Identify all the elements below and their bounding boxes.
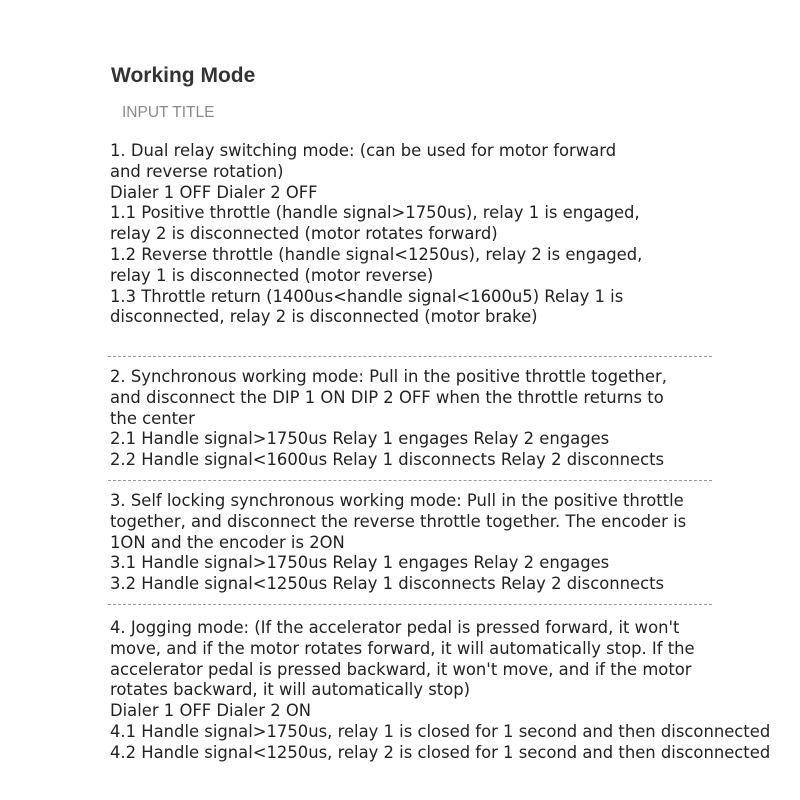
section-synchronous-working-mode bbox=[110, 367, 730, 471]
section-line: rotates backward, it will automatically stop) bbox=[110, 680, 471, 700]
section-line: 1. Dual relay switching mode: (can be used for motor forward bbox=[110, 141, 617, 160]
section-line: 4.1 Handle signal>1750us, relay 1 is closed for 1 second and then disconnected bbox=[110, 721, 771, 741]
section-line: Dialer 1 OFF Dialer 2 OFF bbox=[110, 182, 318, 202]
section-line: disconnected, relay 2 is disconnected (motor brake) bbox=[110, 307, 538, 327]
section-line: together, and disconnect the reverse throttle together. The encoder is bbox=[110, 511, 687, 531]
section-line: relay 1 is disconnected (motor reverse) bbox=[110, 265, 434, 285]
input-title-label: INPUT TITLE bbox=[122, 104, 215, 121]
section-line: 1ON and the encoder is 2ON bbox=[110, 532, 345, 552]
section-dual-relay-switching-mode bbox=[110, 141, 730, 328]
section-line: 1.1 Positive throttle (handle signal>1750us), relay 1 is engaged, bbox=[110, 203, 640, 223]
section-line: 2.2 Handle signal<1600us Relay 1 disconnects Relay 2 disconnects bbox=[110, 450, 665, 470]
section-line: 1.3 Throttle return (1400us<handle signal<1600u5) Relay 1 is bbox=[110, 286, 624, 306]
section-line: 1.2 Reverse throttle (handle signal<1250us), relay 2 is engaged, bbox=[110, 244, 643, 264]
section-line: 4. Jogging mode: (If the accelerator pedal is pressed forward, it won't bbox=[110, 618, 680, 637]
section-divider bbox=[108, 480, 712, 481]
section-line: and disconnect the DIP 1 ON DIP 2 OFF when the throttle returns to bbox=[110, 387, 664, 407]
section-line: 3.1 Handle signal>1750us Relay 1 engages Relay 2 engages bbox=[110, 553, 610, 573]
section-line: Dialer 1 OFF Dialer 2 ON bbox=[110, 701, 312, 721]
section-line: 2. Synchronous working mode: Pull in the positive throttle together, bbox=[110, 367, 667, 386]
section-line: 4.2 Handle signal<1250us, relay 2 is closed for 1 second and then disconnected bbox=[110, 742, 771, 762]
section-divider bbox=[108, 356, 712, 357]
section-self-locking-synchronous-mode bbox=[110, 491, 730, 595]
page-title: Working Mode bbox=[111, 64, 256, 87]
section-line: the center bbox=[110, 408, 195, 428]
section-line: move, and if the motor rotates forward, it will automatically stop. If the bbox=[110, 638, 695, 658]
section-jogging-mode bbox=[110, 618, 771, 764]
section-line: and reverse rotation) bbox=[110, 161, 284, 181]
section-line: 3.2 Handle signal<1250us Relay 1 disconnects Relay 2 disconnects bbox=[110, 574, 665, 594]
section-line: accelerator pedal is pressed backward, it won't move, and if the motor bbox=[110, 659, 692, 679]
section-line: relay 2 is disconnected (motor rotates forward) bbox=[110, 224, 498, 244]
section-line: 3. Self locking synchronous working mode: Pull in the positive throttle bbox=[110, 491, 684, 510]
section-line: 2.1 Handle signal>1750us Relay 1 engages Relay 2 engages bbox=[110, 429, 610, 449]
section-divider bbox=[108, 604, 712, 605]
